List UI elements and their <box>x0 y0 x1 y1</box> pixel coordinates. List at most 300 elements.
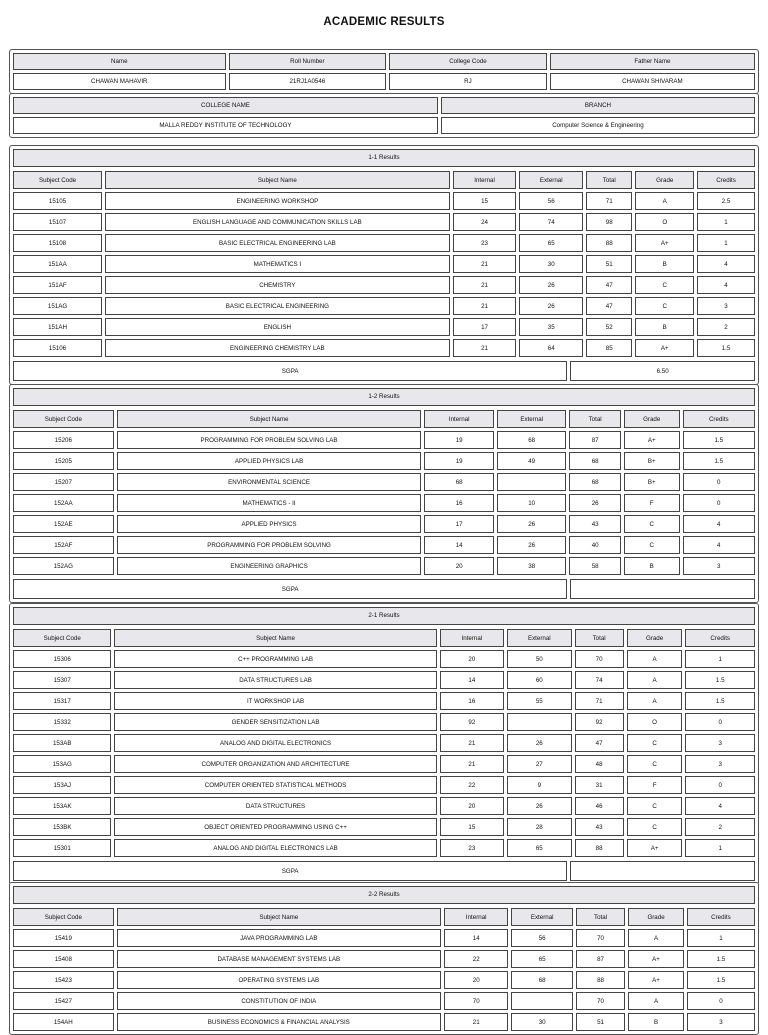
subject-name-cell: COMPUTER ORGANIZATION AND ARCHITECTURE <box>114 755 436 773</box>
table-row <box>13 297 755 315</box>
internal-cell: 20 <box>444 971 508 989</box>
table-row <box>13 536 755 554</box>
credits-cell: 4 <box>697 276 755 294</box>
subject-name-cell: MATHEMATICS - II <box>117 494 422 512</box>
total-cell: 74 <box>575 671 624 689</box>
total-cell: 85 <box>586 339 632 357</box>
credits-header: Credits <box>687 908 755 926</box>
table-row <box>13 797 755 815</box>
subject-code-cell: 15306 <box>13 650 111 668</box>
subject-name-cell: ANALOG AND DIGITAL ELECTRONICS LAB <box>114 839 436 857</box>
sgpa-table <box>10 358 758 384</box>
subject-name-cell: DATA STRUCTURES <box>114 797 436 815</box>
external-cell: 56 <box>511 929 573 947</box>
subject-name-cell: BASIC ELECTRICAL ENGINEERING LAB <box>105 234 450 252</box>
external-cell: 38 <box>497 557 567 575</box>
total-cell: 88 <box>576 971 625 989</box>
college-branch-panel <box>9 93 759 138</box>
table-row <box>13 755 755 773</box>
credits-cell: 1.5 <box>687 971 755 989</box>
sgpa-value <box>570 861 755 881</box>
subject-name-cell: GENDER SENSITIZATION LAB <box>114 713 436 731</box>
table-row <box>13 776 755 794</box>
credits-cell: 0 <box>683 494 755 512</box>
student-name: CHAWAN MAHAVIR <box>13 73 226 90</box>
credits-cell: 1 <box>697 213 755 231</box>
grade-cell: A+ <box>627 839 683 857</box>
credits-cell: 4 <box>683 515 755 533</box>
table-row <box>13 213 755 231</box>
external-header: External <box>507 629 571 647</box>
results-table <box>10 905 758 1034</box>
grade-cell: A+ <box>635 234 694 252</box>
external-cell: 26 <box>519 297 583 315</box>
external-cell: 49 <box>497 452 567 470</box>
grade-cell: F <box>627 776 683 794</box>
external-cell: 26 <box>519 276 583 294</box>
grade-cell: A+ <box>624 431 680 449</box>
subject-code-cell: 15317 <box>13 692 111 710</box>
external-cell: 65 <box>519 234 583 252</box>
student-info-table <box>10 50 758 93</box>
page-title: ACADEMIC RESULTS <box>323 16 445 28</box>
semester-section <box>9 384 759 603</box>
subject-code-cell: 15423 <box>13 971 114 989</box>
subject-code-cell: 151AF <box>13 276 102 294</box>
total-cell: 31 <box>575 776 624 794</box>
external-cell: 68 <box>511 971 573 989</box>
internal-cell: 15 <box>453 192 517 210</box>
internal-cell: 92 <box>440 713 504 731</box>
college-code: RJ <box>389 73 547 90</box>
subject-name-cell: BASIC ELECTRICAL ENGINEERING <box>105 297 450 315</box>
total-cell: 47 <box>575 734 624 752</box>
credits-cell: 0 <box>683 473 755 491</box>
credits-cell: 1 <box>687 929 755 947</box>
total-cell: 70 <box>576 929 625 947</box>
sgpa-row <box>13 579 755 599</box>
subject-name-cell: IT WORKSHOP LAB <box>114 692 436 710</box>
subject-code-header: Subject Code <box>13 171 102 189</box>
credits-cell: 1 <box>685 839 755 857</box>
subject-name-header: Subject Name <box>105 171 450 189</box>
branch-header: BRANCH <box>441 97 755 114</box>
sgpa-table <box>10 858 758 884</box>
table-row <box>13 929 755 947</box>
total-cell: 47 <box>586 276 632 294</box>
grade-cell: C <box>627 734 683 752</box>
external-cell: 26 <box>507 734 571 752</box>
subject-code-cell: 152AF <box>13 536 114 554</box>
total-cell: 26 <box>569 494 620 512</box>
external-cell: 64 <box>519 339 583 357</box>
results-table <box>10 407 758 578</box>
internal-cell: 14 <box>424 536 494 554</box>
credits-cell: 2 <box>685 818 755 836</box>
name-header: Name <box>13 53 226 70</box>
internal-cell: 21 <box>453 339 517 357</box>
external-cell: 30 <box>511 1013 573 1031</box>
subject-code-cell: 15307 <box>13 671 111 689</box>
total-cell: 51 <box>576 1013 625 1031</box>
credits-cell: 0 <box>687 992 755 1010</box>
roll-number: 21RJ1A0546 <box>229 73 387 90</box>
table-row <box>13 692 755 710</box>
external-cell: 55 <box>507 692 571 710</box>
total-cell: 92 <box>575 713 624 731</box>
subject-name-cell: ENGINEERING CHEMISTRY LAB <box>105 339 450 357</box>
total-cell: 88 <box>586 234 632 252</box>
table-row <box>13 971 755 989</box>
credits-cell: 3 <box>683 557 755 575</box>
table-row <box>13 431 755 449</box>
internal-cell: 21 <box>440 755 504 773</box>
grade-cell: A <box>627 692 683 710</box>
grade-cell: C <box>627 797 683 815</box>
external-cell: 26 <box>507 797 571 815</box>
table-row <box>13 818 755 836</box>
total-cell: 87 <box>576 950 625 968</box>
table-header-row <box>13 410 755 428</box>
total-cell: 87 <box>569 431 620 449</box>
total-cell: 70 <box>575 650 624 668</box>
total-cell: 98 <box>586 213 632 231</box>
credits-cell: 4 <box>683 536 755 554</box>
table-header-row <box>13 171 755 189</box>
table-row <box>13 713 755 731</box>
total-cell: 52 <box>586 318 632 336</box>
credits-header: Credits <box>685 629 755 647</box>
sgpa-table <box>10 576 758 602</box>
credits-cell: 1.5 <box>687 950 755 968</box>
internal-cell: 19 <box>424 452 494 470</box>
subject-name-cell: JAVA PROGRAMMING LAB <box>117 929 441 947</box>
external-cell: 28 <box>507 818 571 836</box>
external-cell: 35 <box>519 318 583 336</box>
table-row <box>13 950 755 968</box>
credits-cell: 1.5 <box>683 452 755 470</box>
subject-name-cell: PROGRAMMING FOR PROBLEM SOLVING <box>117 536 422 554</box>
subject-code-cell: 152AE <box>13 515 114 533</box>
credits-cell: 1 <box>697 234 755 252</box>
subject-name-cell: ENGINEERING WORKSHOP <box>105 192 450 210</box>
grade-cell: A <box>627 650 683 668</box>
grade-cell: B <box>628 1013 684 1031</box>
internal-cell: 21 <box>453 276 517 294</box>
subject-name-cell: ANALOG AND DIGITAL ELECTRONICS <box>114 734 436 752</box>
external-cell: 74 <box>519 213 583 231</box>
table-row <box>13 992 755 1010</box>
internal-cell: 17 <box>453 318 517 336</box>
credits-cell: 3 <box>687 1013 755 1031</box>
subject-code-cell: 15207 <box>13 473 114 491</box>
total-cell: 46 <box>575 797 624 815</box>
external-cell: 9 <box>507 776 571 794</box>
external-cell: 26 <box>497 536 567 554</box>
results-table <box>10 626 758 860</box>
father-name: CHAWAN SHIVARAM <box>550 73 755 90</box>
external-cell <box>497 473 567 491</box>
internal-header: Internal <box>440 629 504 647</box>
total-header: Total <box>575 629 624 647</box>
subject-code-cell: 15427 <box>13 992 114 1010</box>
subject-name-cell: DATABASE MANAGEMENT SYSTEMS LAB <box>117 950 441 968</box>
subject-name-cell: ENVIRONMENTAL SCIENCE <box>117 473 422 491</box>
grade-cell: F <box>624 494 680 512</box>
subject-code-cell: 152AG <box>13 557 114 575</box>
internal-cell: 20 <box>440 650 504 668</box>
total-cell: 43 <box>575 818 624 836</box>
internal-cell: 22 <box>444 950 508 968</box>
total-header: Total <box>576 908 625 926</box>
grade-header: Grade <box>624 410 680 428</box>
results-table <box>10 168 758 360</box>
sgpa-label: SGPA <box>13 361 567 381</box>
internal-cell: 22 <box>440 776 504 794</box>
subject-code-cell: 15301 <box>13 839 111 857</box>
grade-cell: A+ <box>628 950 684 968</box>
credits-cell: 2 <box>697 318 755 336</box>
grade-cell: B <box>635 318 694 336</box>
external-cell: 10 <box>497 494 567 512</box>
grade-cell: A <box>628 992 684 1010</box>
table-row <box>13 557 755 575</box>
credits-cell: 3 <box>685 734 755 752</box>
grade-cell: B+ <box>624 473 680 491</box>
subject-name-cell: COMPUTER ORIENTED STATISTICAL METHODS <box>114 776 436 794</box>
semester-section <box>9 145 759 385</box>
subject-code-cell: 15206 <box>13 431 114 449</box>
subject-name-cell: ENGINEERING GRAPHICS <box>117 557 422 575</box>
subject-name-cell: OBJECT ORIENTED PROGRAMMING USING C++ <box>114 818 436 836</box>
external-cell <box>507 713 571 731</box>
subject-code-cell: 153AB <box>13 734 111 752</box>
subject-code-cell: 15332 <box>13 713 111 731</box>
subject-name-cell: CONSTITUTION OF INDIA <box>117 992 441 1010</box>
internal-cell: 21 <box>440 734 504 752</box>
total-cell: 71 <box>575 692 624 710</box>
credits-cell: 0 <box>685 713 755 731</box>
credits-header: Credits <box>697 171 755 189</box>
subject-name-cell: CHEMISTRY <box>105 276 450 294</box>
total-cell: 51 <box>586 255 632 273</box>
semester-section <box>9 603 759 885</box>
grade-cell: A <box>628 929 684 947</box>
subject-name-header: Subject Name <box>117 908 441 926</box>
table-row <box>13 255 755 273</box>
credits-cell: 1.5 <box>697 339 755 357</box>
grade-cell: C <box>635 297 694 315</box>
grade-cell: C <box>624 515 680 533</box>
grade-cell: B <box>624 557 680 575</box>
internal-cell: 23 <box>440 839 504 857</box>
branch-name: Computer Science & Engineering <box>441 117 755 134</box>
total-header: Total <box>586 171 632 189</box>
total-cell: 71 <box>586 192 632 210</box>
internal-cell: 20 <box>424 557 494 575</box>
table-row <box>13 452 755 470</box>
table-row <box>13 339 755 357</box>
table-row <box>13 1013 755 1031</box>
subject-code-cell: 151AA <box>13 255 102 273</box>
table-row <box>13 318 755 336</box>
table-row <box>13 671 755 689</box>
external-cell: 68 <box>497 431 567 449</box>
internal-header: Internal <box>424 410 494 428</box>
grade-cell: A <box>635 192 694 210</box>
subject-name-cell: APPLIED PHYSICS LAB <box>117 452 422 470</box>
sgpa-row <box>13 361 755 381</box>
subject-name-cell: ENGLISH LANGUAGE AND COMMUNICATION SKILLS LAB <box>105 213 450 231</box>
subject-name-cell: MATHEMATICS I <box>105 255 450 273</box>
internal-cell: 23 <box>453 234 517 252</box>
grade-cell: C <box>624 536 680 554</box>
credits-cell: 1 <box>685 650 755 668</box>
credits-cell: 0 <box>685 776 755 794</box>
grade-cell: A+ <box>635 339 694 357</box>
subject-name-header: Subject Name <box>114 629 436 647</box>
grade-header: Grade <box>627 629 683 647</box>
total-header: Total <box>569 410 620 428</box>
subject-code-cell: 154AH <box>13 1013 114 1031</box>
table-row <box>13 276 755 294</box>
subject-code-cell: 153AK <box>13 797 111 815</box>
subject-code-header: Subject Code <box>13 410 114 428</box>
internal-cell: 68 <box>424 473 494 491</box>
grade-cell: B+ <box>624 452 680 470</box>
credits-cell: 1.5 <box>683 431 755 449</box>
subject-code-cell: 15105 <box>13 192 102 210</box>
internal-cell: 21 <box>444 1013 508 1031</box>
credits-cell: 1.5 <box>685 692 755 710</box>
student-info-panel <box>9 49 759 94</box>
subject-name-cell: APPLIED PHYSICS <box>117 515 422 533</box>
external-cell: 50 <box>507 650 571 668</box>
external-cell: 60 <box>507 671 571 689</box>
table-row <box>13 839 755 857</box>
total-cell: 88 <box>575 839 624 857</box>
subject-name-cell: ENGLISH <box>105 318 450 336</box>
grade-cell: C <box>627 755 683 773</box>
internal-header: Internal <box>444 908 508 926</box>
total-cell: 58 <box>569 557 620 575</box>
grade-cell: C <box>627 818 683 836</box>
internal-cell: 70 <box>444 992 508 1010</box>
internal-cell: 14 <box>440 671 504 689</box>
subject-code-cell: 151AH <box>13 318 102 336</box>
external-cell <box>511 992 573 1010</box>
subject-code-cell: 15108 <box>13 234 102 252</box>
credits-cell: 2.5 <box>697 192 755 210</box>
college-name: MALLA REDDY INSTITUTE OF TECHNOLOGY <box>13 117 438 134</box>
external-cell: 27 <box>507 755 571 773</box>
table-header-row <box>13 908 755 926</box>
internal-cell: 16 <box>440 692 504 710</box>
table-row <box>13 473 755 491</box>
subject-code-header: Subject Code <box>13 629 111 647</box>
subject-name-cell: BUSINESS ECONOMICS & FINANCIAL ANALYSIS <box>117 1013 441 1031</box>
sgpa-label: SGPA <box>13 579 567 599</box>
father-name-header: Father Name <box>550 53 755 70</box>
grade-cell: O <box>635 213 694 231</box>
internal-cell: 19 <box>424 431 494 449</box>
grade-header: Grade <box>635 171 694 189</box>
internal-cell: 20 <box>440 797 504 815</box>
sgpa-row <box>13 861 755 881</box>
subject-code-cell: 15107 <box>13 213 102 231</box>
subject-code-cell: 153AJ <box>13 776 111 794</box>
semester-section <box>9 882 759 1035</box>
total-cell: 48 <box>575 755 624 773</box>
internal-cell: 14 <box>444 929 508 947</box>
sgpa-value <box>570 579 755 599</box>
grade-cell: O <box>627 713 683 731</box>
internal-cell: 21 <box>453 255 517 273</box>
subject-code-cell: 15419 <box>13 929 114 947</box>
total-cell: 47 <box>586 297 632 315</box>
internal-cell: 16 <box>424 494 494 512</box>
subject-code-cell: 151AG <box>13 297 102 315</box>
sgpa-label: SGPA <box>13 861 567 881</box>
total-cell: 68 <box>569 452 620 470</box>
semester-title: 1-2 Results <box>13 388 755 406</box>
sgpa-value: 6.50 <box>570 361 755 381</box>
semester-title: 2-1 Results <box>13 607 755 625</box>
semester-title: 2-2 Results <box>13 886 755 904</box>
external-cell: 26 <box>497 515 567 533</box>
credits-header: Credits <box>683 410 755 428</box>
internal-cell: 17 <box>424 515 494 533</box>
credits-cell: 4 <box>697 255 755 273</box>
grade-header: Grade <box>628 908 684 926</box>
grade-cell: C <box>635 276 694 294</box>
external-cell: 65 <box>511 950 573 968</box>
subject-name-cell: DATA STRUCTURES LAB <box>114 671 436 689</box>
college-branch-table <box>10 94 758 137</box>
external-cell: 56 <box>519 192 583 210</box>
college-name-header: COLLEGE NAME <box>13 97 438 114</box>
credits-cell: 3 <box>685 755 755 773</box>
subject-code-cell: 152AA <box>13 494 114 512</box>
grade-cell: A+ <box>628 971 684 989</box>
external-header: External <box>511 908 573 926</box>
external-header: External <box>519 171 583 189</box>
credits-cell: 3 <box>697 297 755 315</box>
external-header: External <box>497 410 567 428</box>
subject-code-cell: 15106 <box>13 339 102 357</box>
table-row <box>13 192 755 210</box>
total-cell: 40 <box>569 536 620 554</box>
total-cell: 68 <box>569 473 620 491</box>
table-row <box>13 515 755 533</box>
roll-number-header: Roll Number <box>229 53 387 70</box>
internal-cell: 24 <box>453 213 517 231</box>
semester-title: 1-1 Results <box>13 149 755 167</box>
grade-cell: B <box>635 255 694 273</box>
subject-code-cell: 153BK <box>13 818 111 836</box>
credits-cell: 1.5 <box>685 671 755 689</box>
subject-name-cell: C++ PROGRAMMING LAB <box>114 650 436 668</box>
total-cell: 70 <box>576 992 625 1010</box>
subject-name-cell: PROGRAMMING FOR PROBLEM SOLVING LAB <box>117 431 422 449</box>
table-row <box>13 234 755 252</box>
subject-code-cell: 15408 <box>13 950 114 968</box>
external-cell: 65 <box>507 839 571 857</box>
subject-code-header: Subject Code <box>13 908 114 926</box>
college-code-header: College Code <box>389 53 547 70</box>
table-row <box>13 734 755 752</box>
table-row <box>13 494 755 512</box>
